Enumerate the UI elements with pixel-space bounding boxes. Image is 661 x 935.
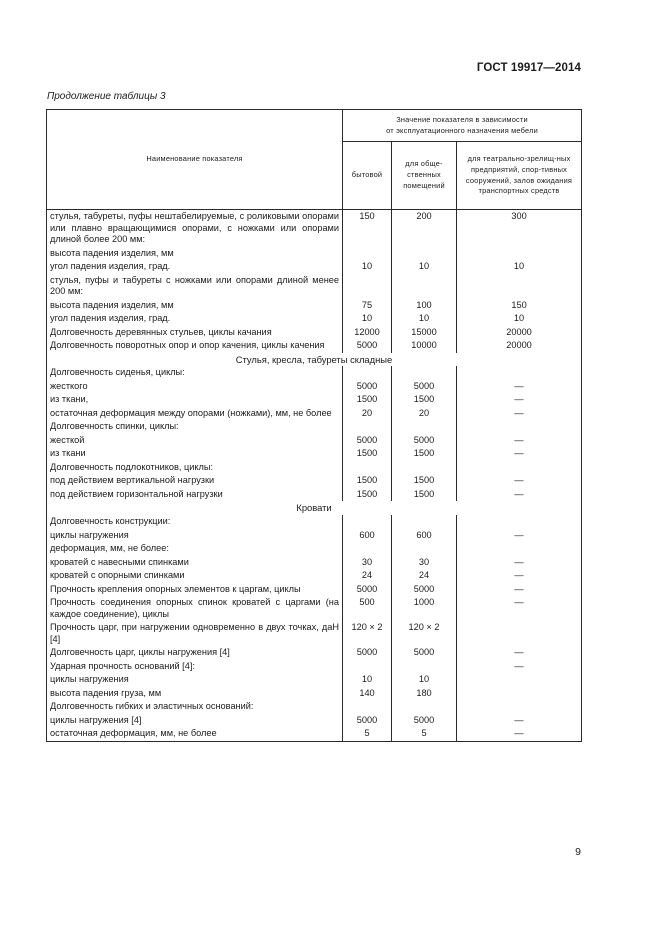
indicator-name-cell: Долговечность деревянных стульев, циклы качания <box>47 326 343 340</box>
section-heading-row <box>47 353 582 367</box>
value-group-header-line2: от эксплуатационного назначения мебели <box>386 125 538 135</box>
household-value-cell <box>343 542 392 556</box>
public-value-cell: 20 <box>392 407 457 421</box>
household-value-cell: 600 <box>343 529 392 543</box>
public-value-cell <box>392 420 457 434</box>
public-value-cell <box>392 660 457 674</box>
theatre-value-cell: — <box>457 407 582 421</box>
household-value-cell: 5000 <box>343 646 392 660</box>
indicator-name-cell: под действием вертикальной нагрузки <box>47 474 343 488</box>
table-row <box>47 488 582 502</box>
public-value-cell: 200 <box>392 210 457 247</box>
table-row <box>47 569 582 583</box>
theatre-value-cell <box>457 274 582 299</box>
theatre-column-header: для театрально-зрелищ-ных предприятий, спор-тивных сооружений, залов ожидания транспортных средств <box>457 142 582 210</box>
theatre-value-cell: — <box>457 556 582 570</box>
household-value-cell: 5000 <box>343 380 392 394</box>
table-row <box>47 687 582 701</box>
table-row <box>47 407 582 421</box>
theatre-value-cell: — <box>457 488 582 502</box>
household-value-cell: 10 <box>343 673 392 687</box>
public-value-cell <box>392 366 457 380</box>
table-row <box>47 474 582 488</box>
household-value-cell <box>343 660 392 674</box>
theatre-value-cell: — <box>457 583 582 597</box>
indicator-name-cell: под действием горизонтальной нагрузки <box>47 488 343 502</box>
table-caption: Продолжение таблицы 3 <box>47 91 166 102</box>
table-row <box>47 339 582 353</box>
public-column-header: для обще-ственных помещений <box>392 142 457 210</box>
table-row <box>47 299 582 313</box>
public-value-cell: 5 <box>392 727 457 741</box>
indicator-name-cell: остаточная деформация между опорами (ножками), мм, не более <box>47 407 343 421</box>
theatre-value-cell <box>457 542 582 556</box>
value-group-header <box>343 110 582 142</box>
table-row <box>47 434 582 448</box>
table-row <box>47 542 582 556</box>
public-value-cell <box>392 461 457 475</box>
table-row <box>47 673 582 687</box>
theatre-value-cell: — <box>457 596 582 621</box>
public-value-cell: 5000 <box>392 380 457 394</box>
household-value-cell: 12000 <box>343 326 392 340</box>
theatre-value-cell <box>457 461 582 475</box>
indicator-name-cell: из ткани, <box>47 393 343 407</box>
household-value-cell <box>343 461 392 475</box>
indicator-name-cell: циклы нагружения <box>47 673 343 687</box>
household-value-cell: 5000 <box>343 434 392 448</box>
household-value-cell: 1500 <box>343 488 392 502</box>
household-value-cell: 1500 <box>343 393 392 407</box>
household-value-cell: 30 <box>343 556 392 570</box>
theatre-value-cell <box>457 366 582 380</box>
table-row <box>47 274 582 299</box>
indicator-name-cell: высота падения изделия, мм <box>47 247 343 261</box>
table-body <box>47 210 582 742</box>
public-value-cell: 120 × 2 <box>392 621 457 646</box>
household-value-cell: 120 × 2 <box>343 621 392 646</box>
value-group-header-line1: Значение показателя в зависимости <box>396 114 528 124</box>
theatre-value-cell: — <box>457 569 582 583</box>
theatre-value-cell: — <box>457 727 582 741</box>
theatre-value-cell: — <box>457 660 582 674</box>
indicator-name-cell: Долговечность спинки, циклы: <box>47 420 343 434</box>
indicator-name-cell: высота падения изделия, мм <box>47 299 343 313</box>
indicator-name-cell: Долговечность поворотных опор и опор качения, циклы качения <box>47 339 343 353</box>
table-row <box>47 660 582 674</box>
indicator-name-cell: кроватей с опорными спинками <box>47 569 343 583</box>
household-value-cell: 150 <box>343 210 392 247</box>
indicator-name-cell: из ткани <box>47 447 343 461</box>
indicator-name-cell: Прочность царг, при нагружении одновременно в двух точках, даН [4] <box>47 621 343 646</box>
indicator-name-cell: угол падения изделия, град. <box>47 260 343 274</box>
theatre-value-cell <box>457 700 582 714</box>
indicator-name-cell: стулья, табуреты, пуфы нештабелируемые, с роликовыми опорами или плавно вращающимися опорами, с ножками или опорами длиной более 200 мм: <box>47 210 343 247</box>
theatre-value-cell: — <box>457 393 582 407</box>
table-row <box>47 596 582 621</box>
public-value-cell <box>392 700 457 714</box>
public-value-cell: 1000 <box>392 596 457 621</box>
table-row <box>47 210 582 247</box>
indicator-name-cell: Прочность крепления опорных элементов к царгам, циклы <box>47 583 343 597</box>
indicator-name-cell: жесткой <box>47 434 343 448</box>
household-value-cell: 5 <box>343 727 392 741</box>
indicator-name-cell: Долговечность подлокотников, циклы: <box>47 461 343 475</box>
indicator-name-cell: циклы нагружения [4] <box>47 714 343 728</box>
public-value-cell: 1500 <box>392 474 457 488</box>
table-row <box>47 461 582 475</box>
household-value-cell <box>343 247 392 261</box>
public-value-cell: 10 <box>392 312 457 326</box>
household-value-cell: 5000 <box>343 714 392 728</box>
public-value-cell: 5000 <box>392 583 457 597</box>
theatre-value-cell: 10 <box>457 312 582 326</box>
theatre-value-cell: — <box>457 646 582 660</box>
household-value-cell <box>343 420 392 434</box>
household-value-cell: 5000 <box>343 583 392 597</box>
table-row <box>47 393 582 407</box>
household-value-cell: 20 <box>343 407 392 421</box>
table-row <box>47 556 582 570</box>
indicator-name-cell: Прочность соединения опорных спинок кроватей с царгами (на каждое соединение), циклы <box>47 596 343 621</box>
theatre-value-cell: — <box>457 714 582 728</box>
theatre-value-cell: 300 <box>457 210 582 247</box>
table-row <box>47 326 582 340</box>
theatre-value-cell: 150 <box>457 299 582 313</box>
table-row <box>47 583 582 597</box>
indicator-name-cell: Ударная прочность оснований [4]: <box>47 660 343 674</box>
household-value-cell: 1500 <box>343 474 392 488</box>
public-value-cell: 1500 <box>392 393 457 407</box>
table-row <box>47 380 582 394</box>
public-value-cell <box>392 247 457 261</box>
indicator-table <box>46 109 582 742</box>
indicator-name-cell: кроватей с навесными спинками <box>47 556 343 570</box>
indicator-name-cell: стулья, пуфы и табуреты с ножками или опорами длиной менее 200 мм: <box>47 274 343 299</box>
theatre-value-cell: 10 <box>457 260 582 274</box>
theatre-value-cell: 20000 <box>457 339 582 353</box>
public-value-cell: 100 <box>392 299 457 313</box>
indicator-name-cell: Долговечность конструкции: <box>47 515 343 529</box>
household-value-cell: 24 <box>343 569 392 583</box>
public-value-cell <box>392 542 457 556</box>
table-row <box>47 420 582 434</box>
public-value-cell: 5000 <box>392 714 457 728</box>
standard-code: ГОСТ 19917—2014 <box>476 62 581 74</box>
theatre-value-cell <box>457 621 582 646</box>
household-column-header: бытовой <box>343 142 392 210</box>
household-value-cell: 10 <box>343 312 392 326</box>
indicator-name-cell: жесткого <box>47 380 343 394</box>
indicator-name-cell: остаточная деформация, мм, не более <box>47 727 343 741</box>
household-value-cell: 5000 <box>343 339 392 353</box>
theatre-value-cell: 20000 <box>457 326 582 340</box>
household-value-cell <box>343 366 392 380</box>
table-row <box>47 515 582 529</box>
indicator-name-cell: Долговечность сиденья, циклы: <box>47 366 343 380</box>
theatre-value-cell <box>457 247 582 261</box>
theatre-value-cell: — <box>457 447 582 461</box>
public-value-cell: 5000 <box>392 434 457 448</box>
household-value-cell <box>343 700 392 714</box>
household-value-cell: 1500 <box>343 447 392 461</box>
indicator-name-cell: деформация, мм, не более: <box>47 542 343 556</box>
household-value-cell: 75 <box>343 299 392 313</box>
indicator-name-cell: угол падения изделия, град. <box>47 312 343 326</box>
household-value-cell <box>343 274 392 299</box>
indicator-name-cell: циклы нагружения <box>47 529 343 543</box>
public-value-cell: 1500 <box>392 447 457 461</box>
indicator-name-cell: высота падения груза, мм <box>47 687 343 701</box>
public-value-cell: 15000 <box>392 326 457 340</box>
public-value-cell: 600 <box>392 529 457 543</box>
table-row <box>47 700 582 714</box>
public-value-cell <box>392 274 457 299</box>
table-row <box>47 714 582 728</box>
theatre-value-cell: — <box>457 529 582 543</box>
theatre-value-cell <box>457 420 582 434</box>
household-value-cell <box>343 515 392 529</box>
table-row <box>47 646 582 660</box>
public-value-cell: 30 <box>392 556 457 570</box>
theatre-value-cell: — <box>457 380 582 394</box>
public-value-cell: 5000 <box>392 646 457 660</box>
household-value-cell: 140 <box>343 687 392 701</box>
theatre-value-cell: — <box>457 434 582 448</box>
table-row <box>47 247 582 261</box>
household-value-cell: 10 <box>343 260 392 274</box>
theatre-value-cell <box>457 515 582 529</box>
table-row <box>47 260 582 274</box>
table-row <box>47 529 582 543</box>
public-value-cell: 10 <box>392 260 457 274</box>
public-value-cell: 24 <box>392 569 457 583</box>
indicator-name-header: Наименование показателя <box>47 110 343 210</box>
public-value-cell: 1500 <box>392 488 457 502</box>
indicator-name-cell: Долговечность царг, циклы нагружения [4] <box>47 646 343 660</box>
section-heading: Стулья, кресла, табуреты складные <box>47 353 582 367</box>
theatre-value-cell <box>457 687 582 701</box>
public-value-cell: 10000 <box>392 339 457 353</box>
table-row <box>47 366 582 380</box>
table-row <box>47 727 582 741</box>
theatre-value-cell <box>457 673 582 687</box>
section-heading: Кровати <box>47 501 582 515</box>
indicator-name-cell: Долговечность гибких и эластичных оснований: <box>47 700 343 714</box>
theatre-value-cell: — <box>457 474 582 488</box>
section-heading-row <box>47 501 582 515</box>
table-row <box>47 447 582 461</box>
household-value-cell: 500 <box>343 596 392 621</box>
table-row <box>47 621 582 646</box>
table-row <box>47 312 582 326</box>
public-value-cell: 180 <box>392 687 457 701</box>
page-number: 9 <box>575 846 581 858</box>
public-value-cell: 10 <box>392 673 457 687</box>
public-value-cell <box>392 515 457 529</box>
